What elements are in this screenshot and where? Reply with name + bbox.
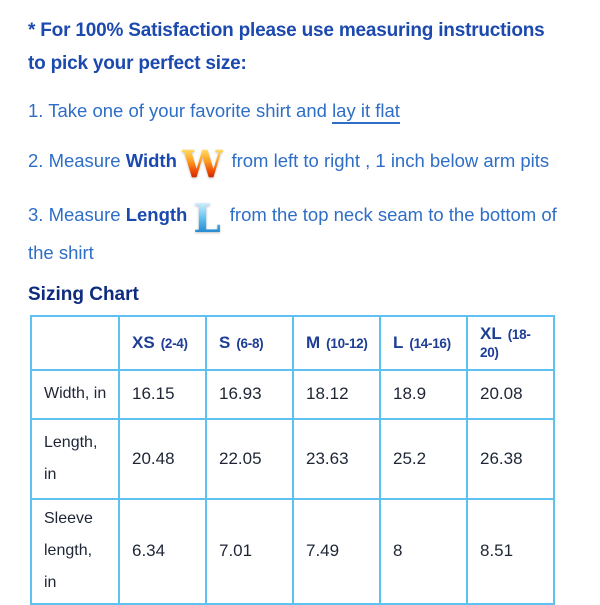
intro-title bbox=[28, 0, 576, 80]
col-header-l bbox=[380, 316, 467, 370]
length-xs-value: 20.48 bbox=[119, 419, 206, 499]
length-s-value: 22.05 bbox=[206, 419, 293, 499]
step-3-length-label: Length bbox=[125, 204, 188, 226]
table-row-length bbox=[31, 419, 554, 499]
intro-title-line1: * For 100% Satisfaction please use measuring instructions bbox=[28, 20, 545, 41]
step-3-text-post: from the top neck seam to the bottom of the shirt bbox=[28, 204, 557, 263]
sleeve-xs-value: 6.34 bbox=[119, 499, 206, 604]
length-m-value: 23.63 bbox=[293, 419, 380, 499]
row-label-width bbox=[31, 370, 119, 419]
row-label-line: Sleeve bbox=[44, 510, 93, 528]
size-label: M bbox=[306, 332, 321, 352]
size-range: (18-20) bbox=[480, 326, 531, 360]
size-range: (14-16) bbox=[409, 335, 451, 351]
col-header-xs bbox=[119, 316, 206, 370]
lay-it-flat-emphasis: lay it flat bbox=[332, 100, 400, 124]
intro-title-line2: to pick your perfect size: bbox=[28, 53, 247, 74]
step-3-text: 3. Measure bbox=[28, 204, 126, 226]
col-header-xl bbox=[467, 316, 554, 370]
row-label-line: Length, bbox=[44, 433, 98, 451]
width-xs-value: 16.15 bbox=[119, 370, 206, 419]
sizing-chart-heading: Sizing Chart bbox=[28, 283, 139, 305]
size-label: L bbox=[393, 332, 404, 352]
col-header-s bbox=[206, 316, 293, 370]
corner-cell bbox=[31, 316, 119, 370]
size-label: S bbox=[219, 332, 231, 352]
step-3 bbox=[28, 196, 576, 267]
step-2-text: 2. Measure bbox=[28, 150, 126, 171]
size-label: XL bbox=[480, 323, 502, 343]
length-l-value: 25.2 bbox=[380, 419, 467, 499]
row-label-length bbox=[31, 419, 119, 499]
col-header-m bbox=[293, 316, 380, 370]
size-range: (10-12) bbox=[326, 335, 368, 351]
size-range: (2-4) bbox=[160, 335, 188, 351]
width-letter-icon: W bbox=[181, 142, 224, 186]
width-l-value: 18.9 bbox=[380, 370, 467, 419]
row-label-sleeve-length bbox=[31, 499, 119, 604]
sleeve-xl-value: 8.51 bbox=[467, 499, 554, 604]
width-m-value: 18.12 bbox=[293, 370, 380, 419]
size-range: (6-8) bbox=[236, 335, 264, 351]
row-label-line: in bbox=[44, 465, 57, 483]
sleeve-l-value: 8 bbox=[380, 499, 467, 604]
table-header-row bbox=[31, 316, 554, 370]
length-letter-icon: L bbox=[193, 196, 221, 243]
step-2-text-post: from left to right , 1 inch below arm pits bbox=[231, 150, 550, 171]
length-xl-value: 26.38 bbox=[467, 419, 554, 499]
row-label-line: length, bbox=[44, 542, 93, 560]
step-2-width-label: Width bbox=[125, 150, 177, 171]
sleeve-m-value: 7.49 bbox=[293, 499, 380, 604]
step-1 bbox=[28, 95, 576, 126]
table-row-sleeve-length bbox=[31, 499, 554, 604]
size-label: XS bbox=[132, 332, 155, 352]
sleeve-s-value: 7.01 bbox=[206, 499, 293, 604]
row-label-line: Width, in bbox=[44, 385, 107, 403]
step-2 bbox=[28, 142, 576, 186]
sizing-chart-table bbox=[30, 315, 555, 605]
width-s-value: 16.93 bbox=[206, 370, 293, 419]
step-1-text: 1. Take one of your favorite shirt and bbox=[28, 100, 333, 121]
row-label-line: in bbox=[44, 574, 57, 592]
width-xl-value: 20.08 bbox=[467, 370, 554, 419]
table-row-width bbox=[31, 370, 554, 419]
